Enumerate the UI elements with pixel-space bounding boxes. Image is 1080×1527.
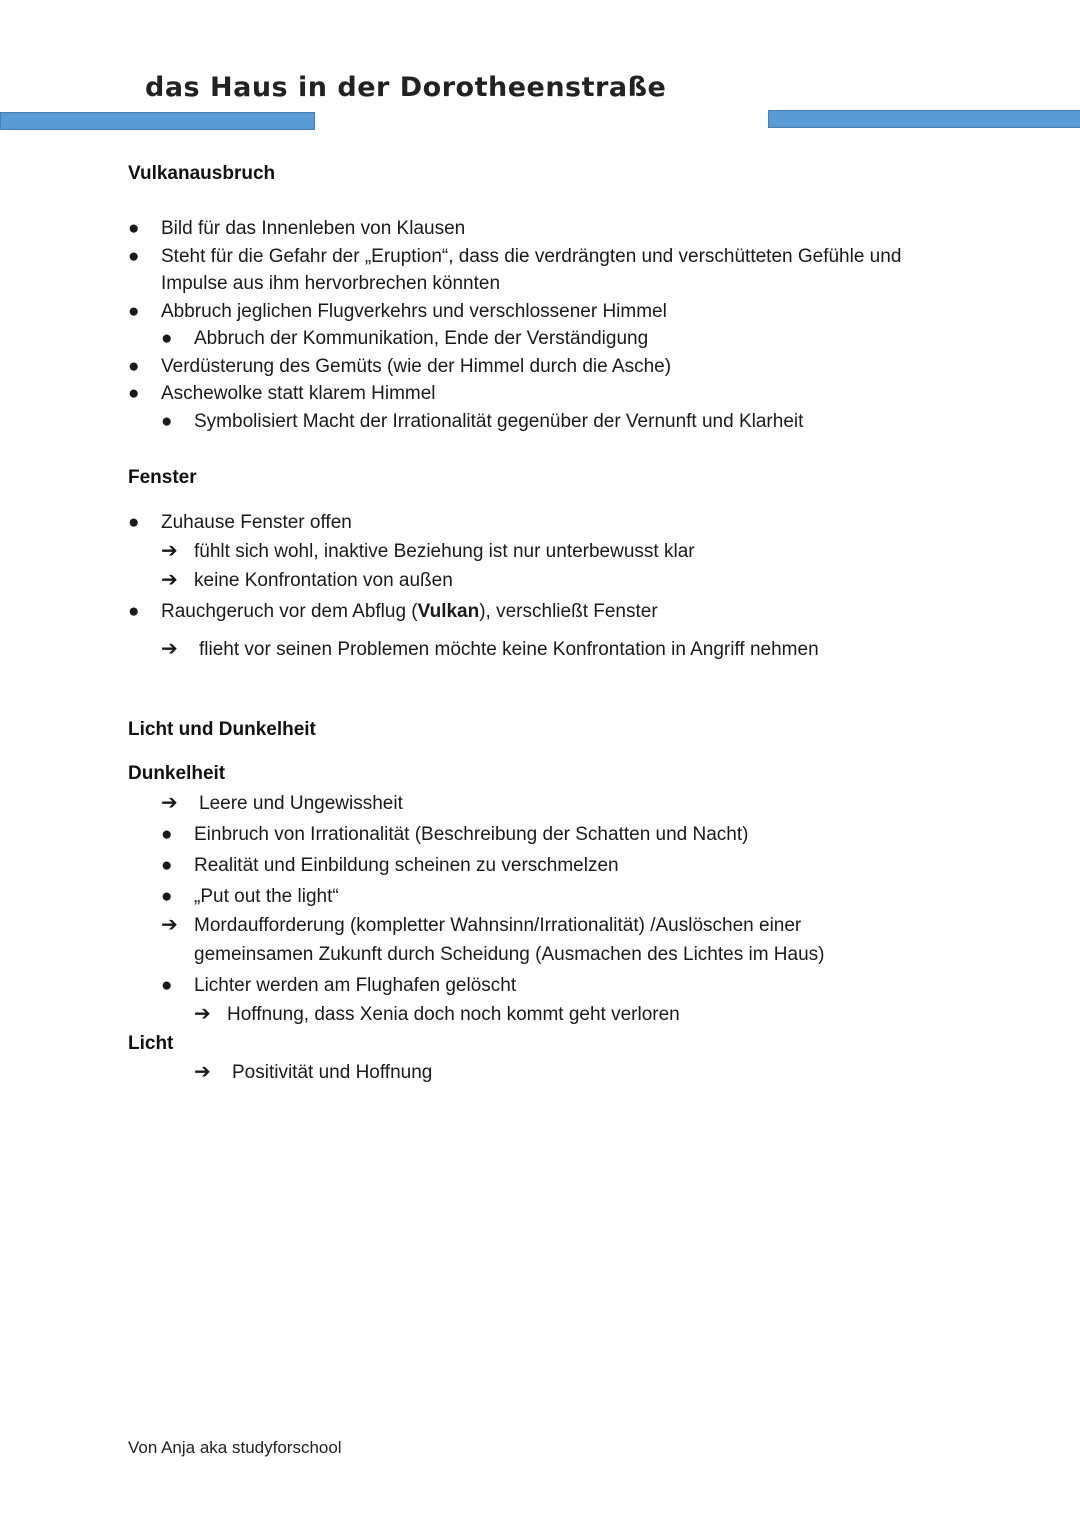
list-subitem: Einbruch von Irrationalität (Beschreibung der Schatten und Nacht) [194, 824, 749, 845]
arrow-right-icon: ➔ [161, 792, 178, 814]
bullet-icon: ● [128, 383, 140, 404]
list-subitem: Lichter werden am Flughafen gelöscht [194, 975, 517, 996]
list-item: Abbruch jeglichen Flugverkehrs und verschlossener Himmel [161, 301, 667, 322]
list-item: Bild für das Innenleben von Klausen [161, 218, 466, 239]
list-subitem: keine Konfrontation von außen [194, 570, 453, 591]
bullet-icon: ● [128, 218, 140, 239]
list-subitem: Symbolisiert Macht der Irrationalität gegenüber der Vernunft und Klarheit [194, 411, 804, 432]
bullet-icon: ● [128, 356, 140, 377]
list-subitem: Positivität und Hoffnung [232, 1062, 433, 1083]
bullet-icon: ● [128, 601, 140, 622]
list-item: Rauchgeruch vor dem Abflug (Vulkan), verschließt Fenster [161, 601, 658, 622]
bullet-icon: ● [128, 301, 140, 322]
subheading-licht: Licht [128, 1033, 174, 1054]
section-heading-licht-und-dunkelheit: Licht und Dunkelheit [128, 719, 316, 740]
bullet-icon: ● [128, 246, 140, 267]
arrow-right-icon: ➔ [161, 638, 178, 660]
bullet-icon: ● [128, 512, 140, 533]
footer-credit: Von Anja aka studyforschool [128, 1438, 342, 1457]
list-subitem: Leere und Ungewissheit [199, 793, 403, 814]
list-subitem: Mordaufforderung (kompletter Wahnsinn/Irrationalität) /Auslöschen einer [194, 915, 802, 936]
list-subitem: „Put out the light“ [194, 886, 339, 907]
arrow-right-icon: ➔ [194, 1061, 211, 1083]
section-heading-vulkanausbruch: Vulkanausbruch [128, 163, 276, 184]
list-subitem: fühlt sich wohl, inaktive Beziehung ist nur unterbewusst klar [194, 541, 695, 562]
bullet-icon: ● [161, 411, 173, 432]
list-item: Verdüsterung des Gemüts (wie der Himmel durch die Asche) [161, 356, 672, 377]
arrow-right-icon: ➔ [161, 540, 178, 562]
subheading-dunkelheit: Dunkelheit [128, 763, 226, 784]
arrow-right-icon: ➔ [161, 569, 178, 591]
header-bar-right [768, 110, 1080, 128]
list-subitem-continuation: gemeinsamen Zukunft durch Scheidung (Ausmachen des Lichtes im Haus) [194, 944, 825, 965]
list-item: Aschewolke statt klarem Himmel [161, 383, 436, 404]
bullet-icon: ● [161, 855, 173, 876]
header-bar-left [0, 112, 315, 130]
page-title: das Haus in der Dorotheenstraße [145, 72, 667, 103]
section-heading-fenster: Fenster [128, 467, 197, 488]
bullet-icon: ● [161, 824, 173, 845]
list-subitem: Hoffnung, dass Xenia doch noch kommt geht verloren [227, 1004, 680, 1025]
arrow-right-icon: ➔ [194, 1003, 211, 1025]
list-subitem: Realität und Einbildung scheinen zu verschmelzen [194, 855, 619, 876]
bullet-icon: ● [161, 975, 173, 996]
bullet-icon: ● [161, 886, 173, 907]
list-item: Steht für die Gefahr der „Eruption“, dass die verdrängten und verschütteten Gefühle und [161, 246, 902, 267]
list-subitem: flieht vor seinen Problemen möchte keine Konfrontation in Angriff nehmen [199, 639, 819, 660]
list-item: Zuhause Fenster offen [161, 512, 352, 533]
list-subitem: Abbruch der Kommunikation, Ende der Verständigung [194, 328, 649, 349]
bullet-icon: ● [161, 328, 173, 349]
list-item-continuation: Impulse aus ihm hervorbrechen könnten [161, 273, 501, 294]
arrow-right-icon: ➔ [161, 914, 178, 936]
